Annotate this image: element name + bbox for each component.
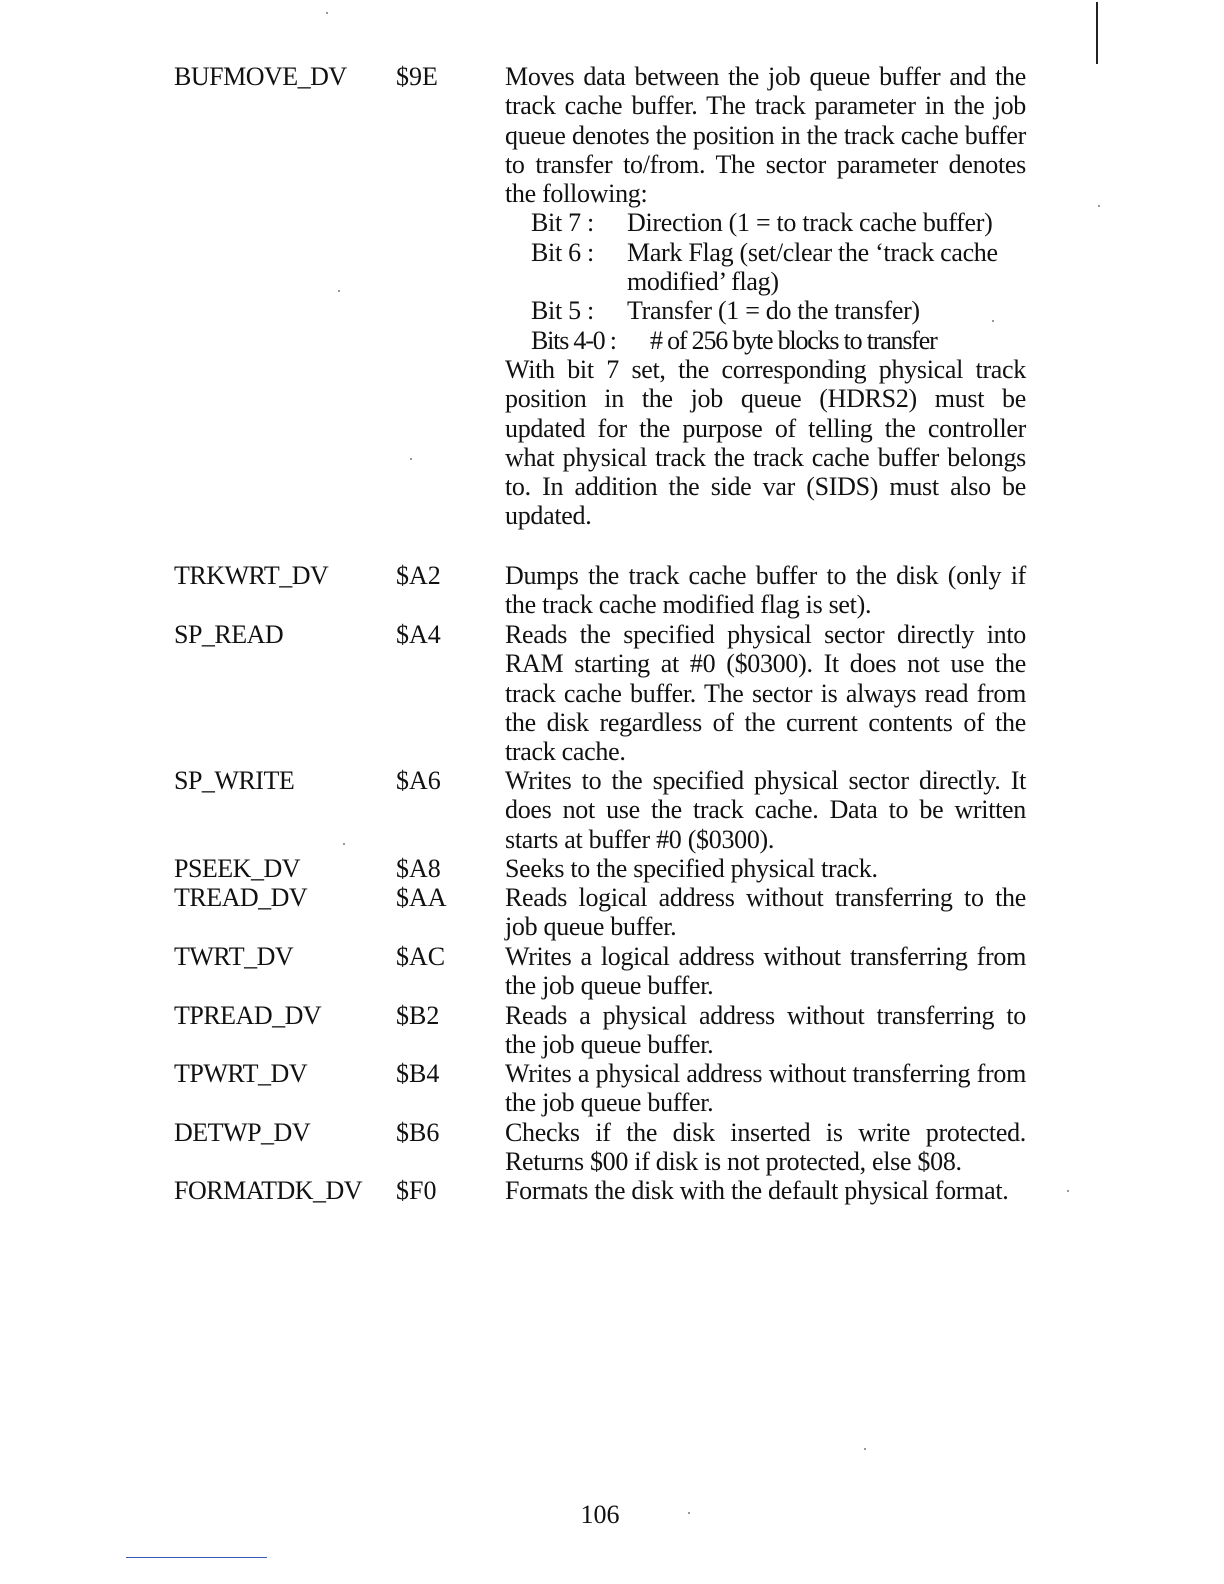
command-description: Writes to the specified physical sector directly. It does not use the track cache. Data to be written starts at buffer #0 ($0300). xyxy=(505,766,1026,854)
command-name: TWRT_DV xyxy=(174,942,294,971)
scan-edge-mark xyxy=(1096,2,1098,64)
scan-speck xyxy=(410,458,412,460)
command-code: $B2 xyxy=(396,1001,440,1030)
scan-speck xyxy=(326,12,328,14)
command-description: Seeks to the specified physical track. xyxy=(505,854,878,883)
command-name: TREAD_DV xyxy=(174,883,308,912)
bit-list xyxy=(505,208,1026,354)
footer-rule xyxy=(126,1557,267,1558)
command-name: TPWRT_DV xyxy=(174,1059,308,1088)
page-number: 106 xyxy=(580,1500,620,1529)
command-name: SP_WRITE xyxy=(174,766,295,795)
command-description: Reads the specified physical sector directly into RAM starting at #0 ($0300). It does not use the track cache buffer. The sector is always read from the disk regardless of the current contents of the track cache. xyxy=(505,620,1026,767)
command-description: Dumps the track cache buffer to the disk (only if the track cache modified flag is set). xyxy=(505,561,1026,620)
command-name: DETWP_DV xyxy=(174,1118,311,1147)
bit-row-6 xyxy=(505,238,1026,297)
scan-speck xyxy=(343,843,345,845)
bit-text: # of 256 byte blocks to transfer xyxy=(650,325,937,355)
description-outro: With bit 7 set, the corresponding physical track position in the job queue (HDRS2) must be updated for the purpose of telling the controller what physical track the track cache buffer belongs to. In addition the side var (SIDS) must also be updated. xyxy=(505,354,1026,531)
scan-speck xyxy=(338,290,340,292)
scan-speck xyxy=(688,1512,690,1514)
command-code: $AA xyxy=(396,883,447,912)
command-code: $F0 xyxy=(396,1176,437,1205)
bit-label: Bit 6 : xyxy=(531,237,594,267)
command-name: BUFMOVE_DV xyxy=(174,62,347,91)
scan-speck xyxy=(992,320,994,322)
command-code: $A8 xyxy=(396,854,441,883)
bit-row-7 xyxy=(505,208,1026,237)
command-description xyxy=(505,62,1026,531)
command-name: TRKWRT_DV xyxy=(174,561,329,590)
command-description: Writes a logical address without transferring from the job queue buffer. xyxy=(505,942,1026,1001)
bit-text: Direction (1 = to track cache buffer) xyxy=(627,208,993,238)
bit-row-5 xyxy=(505,296,1026,325)
command-name: SP_READ xyxy=(174,620,284,649)
bit-row-4-0 xyxy=(505,326,1026,355)
command-description: Checks if the disk inserted is write protected. Returns $00 if disk is not protected, else $08. xyxy=(505,1118,1026,1177)
command-name: PSEEK_DV xyxy=(174,854,301,883)
scan-speck xyxy=(1067,1190,1069,1192)
command-code: $A6 xyxy=(396,766,441,795)
command-code: $9E xyxy=(396,62,438,91)
command-code: $A4 xyxy=(396,620,441,649)
command-name: FORMATDK_DV xyxy=(174,1176,363,1205)
bit-label: Bit 5 : xyxy=(531,296,594,326)
command-code: $B4 xyxy=(396,1059,440,1088)
command-description: Formats the disk with the default physical format. xyxy=(505,1176,1009,1205)
bit-label: Bits 4-0 : xyxy=(531,325,616,355)
command-code: $AC xyxy=(396,942,446,971)
command-code: $B6 xyxy=(396,1118,440,1147)
command-description: Reads logical address without transferring to the job queue buffer. xyxy=(505,883,1026,942)
bit-text: Mark Flag (set/clear the ‘track cache modified’ flag) xyxy=(627,237,998,297)
command-name: TPREAD_DV xyxy=(174,1001,322,1030)
scan-speck xyxy=(864,1448,866,1450)
command-description: Reads a physical address without transferring to the job queue buffer. xyxy=(505,1001,1026,1060)
bit-text: Transfer (1 = do the transfer) xyxy=(627,296,920,326)
command-description: Writes a physical address without transferring from the job queue buffer. xyxy=(505,1059,1026,1118)
description-intro: Moves data between the job queue buffer and the track cache buffer. The track parameter in the job queue denotes the position in the track cache buffer to transfer to/from. The sector parameter denotes the following: xyxy=(505,62,1026,209)
command-code: $A2 xyxy=(396,561,441,590)
bit-label: Bit 7 : xyxy=(531,208,594,238)
scan-speck xyxy=(1098,205,1100,207)
